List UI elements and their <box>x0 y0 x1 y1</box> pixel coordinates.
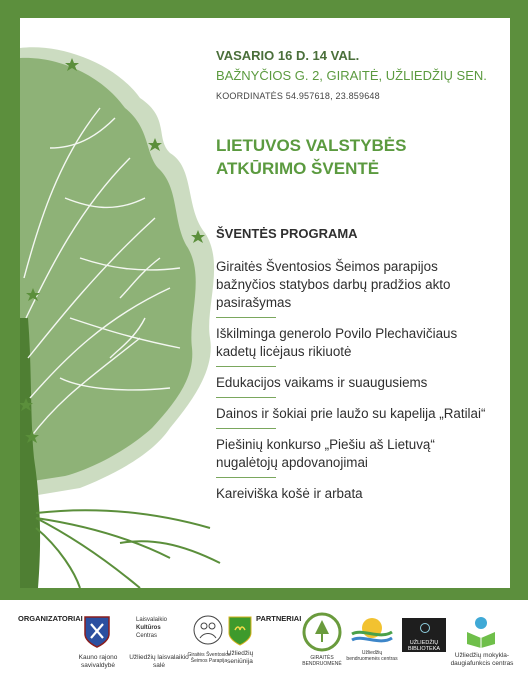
program-item: Kareiviška košė ir arbata <box>216 486 363 501</box>
parish-logo-icon <box>192 614 224 652</box>
parish-logo-text: Giraitės Šventosios Šeimos Parapija <box>187 652 231 664</box>
biblioteka-logo: UŽLIEDŽIŲ BIBLIOTEKA <box>402 618 446 652</box>
event-coordinates: KOORDINATĖS 54.957618, 23.859648 <box>216 91 380 101</box>
tree-illustration <box>20 18 234 588</box>
bendruomenes-centras-logo-text: Užliedžių bendruomenės centras <box>346 650 398 662</box>
program-item: Iškilminga generolo Povilo Plechavičiaus kadetų licėjaus rikiuotė <box>216 326 458 359</box>
program-heading: ŠVENTĖS PROGRAMA <box>216 226 358 241</box>
content-panel <box>20 18 510 588</box>
event-date: VASARIO 16 D. 14 VAL. <box>216 48 360 63</box>
partner-uzliedziu-mokykla: Užliedžių mokykla-daugiafunkcis centras <box>450 652 514 667</box>
bendruomenes-centras-logo-icon <box>350 614 394 646</box>
title-line-1: LIETUVOS VALSTYBĖS <box>216 136 407 155</box>
giraites-bendruomene-logo-icon <box>302 612 342 652</box>
org-kauno-rajono-savivaldybe: Kauno rajono savivaldybė <box>78 654 118 669</box>
organizers-label: ORGANIZATORIAI <box>18 614 83 623</box>
program-item: Giraitės Šventosios Šeimos parapijos bažnyčios statybos darbų pradžios akto pasirašymas <box>216 259 451 310</box>
title-line-2: ATKŪRIMO ŠVENTĖ <box>216 159 380 178</box>
sponsors-footer <box>0 600 528 700</box>
kaunas-district-coat-of-arms-icon <box>84 616 110 648</box>
partners-label: PARTNERIAI <box>256 614 302 623</box>
event-address: BAŽNYČIOS G. 2, GIRAITĖ, UŽLIEDŽIŲ SEN. <box>216 68 487 83</box>
divider <box>216 397 276 398</box>
program-item: Dainos ir šokiai prie laužo su kapelija „Ratilai“ <box>216 406 486 421</box>
program-item: Piešinių konkurso „Piešiu aš Lietuvą“ nugalėtojų apdovanojimai <box>216 437 435 470</box>
event-title <box>216 134 407 180</box>
divider <box>216 477 276 478</box>
seniunija-coat-of-arms-icon <box>228 616 252 646</box>
divider <box>216 428 276 429</box>
program-list <box>216 258 486 508</box>
mokykla-logo-icon <box>464 614 498 648</box>
divider <box>216 366 276 367</box>
program-item: Edukacijos vaikams ir suaugusiems <box>216 375 428 390</box>
org-uzliedziu-laisvalaikio-sale: Užliedžių laisvalaikio salė <box>129 654 189 669</box>
map-pin-icon <box>420 623 430 633</box>
giraites-bendruomene-logo-text: GIRAITĖS BENDRUOMENĖ <box>302 655 342 667</box>
divider <box>216 317 276 318</box>
org-uzliedziu-seniunija: Užliedžių seniūnija <box>226 650 254 665</box>
kulturos-centras-logo: Laisvalaikio Kultūros Centras <box>136 617 168 639</box>
